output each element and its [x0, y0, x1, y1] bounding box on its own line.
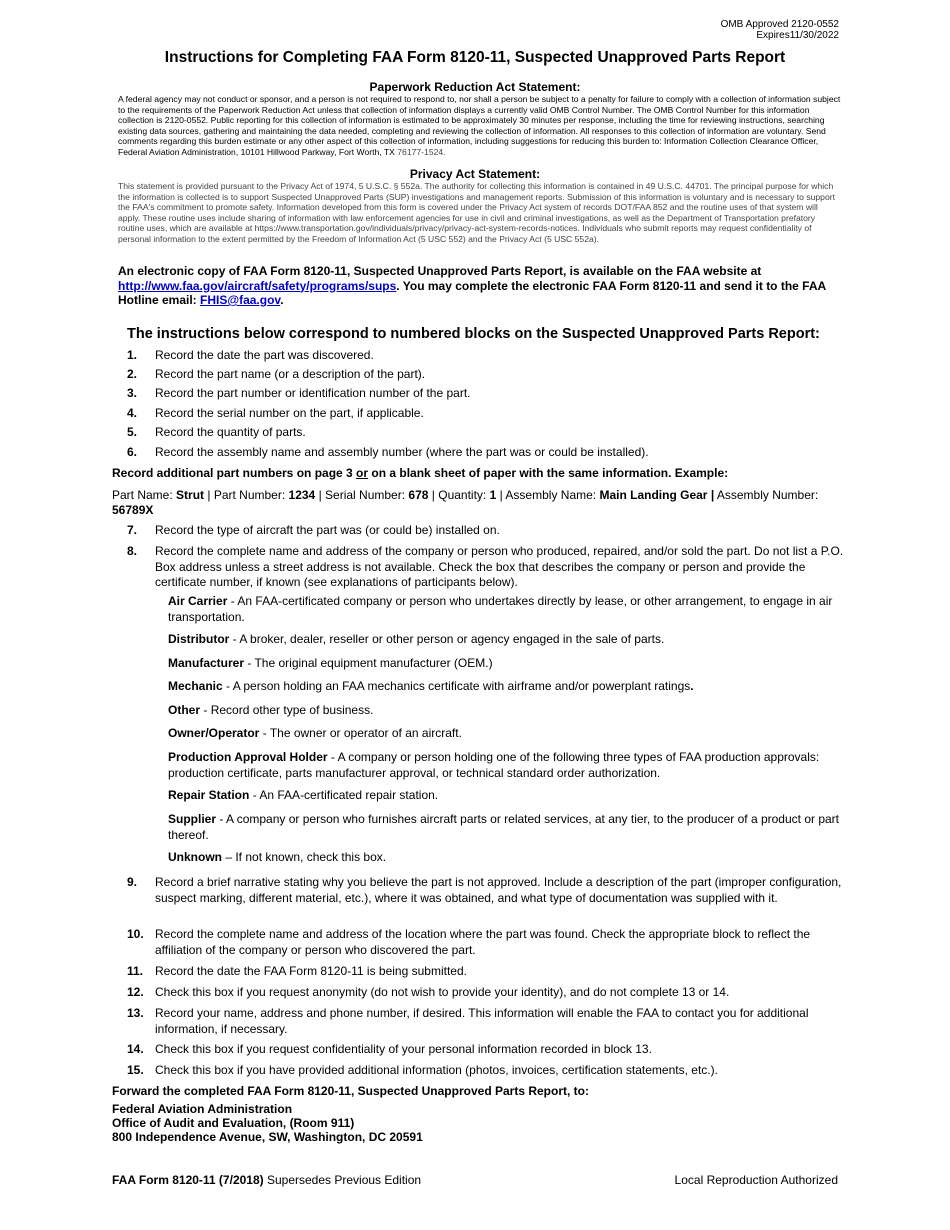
form-number: FAA Form 8120-11 (7/2018)	[112, 1173, 264, 1187]
item-number: 10.	[127, 927, 144, 941]
definition-term: Unknown	[168, 850, 222, 864]
definition-text: An FAA-certificated repair station.	[259, 788, 439, 802]
electronic-copy-notice	[118, 264, 842, 308]
definition-term: Distributor	[168, 632, 230, 646]
definition-unknown	[168, 850, 848, 866]
definition-separator: -	[216, 812, 227, 826]
omb-expiration: Expires11/30/2022	[756, 30, 839, 41]
additional-or: or	[356, 466, 369, 480]
definition-separator: -	[222, 679, 233, 693]
item-number: 1.	[127, 348, 138, 362]
item-number: 7.	[127, 523, 138, 537]
example-value-quantity: 1	[489, 488, 497, 502]
example-line	[112, 488, 847, 518]
definition-owner-operator	[168, 726, 848, 742]
definition-term: Mechanic	[168, 679, 223, 693]
definition-separator: -	[327, 750, 338, 764]
hotline-email-link[interactable]: FHIS@faa.gov	[200, 293, 281, 307]
privacy-body: This statement is provided pursuant to the Privacy Act of 1974, 5 U.S.C. § 552a. The authority for collecting this information is contained in 49 U.S.C. 44701. The principal purpose for which the information is collected is to support Suspected Unapproved Parts (SUP) investigations and management reports. Submission of this information is voluntary and is necessary to support the FAA's commitment to promote safety. Information developed from this form is covered under the Privacy Act system of records DOT/FAA 852 and the routine uses of that system will apply. These routine uses include sharing of information with law enforcement agencies for use in civil and criminal investigations, as well as the Department of Transportation prefatory routine uses, which are available at https://www.transportation.gov/individuals/privacy/privacy-act-system-records-notices. Individuals who submit reports may request confidentiality of personal information to the extent permitted by the Freedom of Information Act (5 USC 552) and the Privacy Act (5 USC 552a).	[118, 181, 835, 244]
item-text: Record a brief narrative stating why you believe the part is not approved. Include a description of the part (improper configuration, suspect marking, different material, etc.), where it was obtained, and what type of documentation was supplied with it.	[155, 875, 842, 905]
definition-text: A company or person who furnishes aircraft parts or related services, at any tier, to the producer of a product or part thereof.	[168, 812, 840, 842]
definition-separator: -	[200, 703, 211, 717]
address-line-2: Office of Audit and Evaluation, (Room 911)	[112, 1116, 355, 1130]
item-number: 4.	[127, 406, 138, 420]
paperwork-zip: 76177-1524.	[397, 146, 446, 157]
definition-other	[168, 703, 848, 719]
electronic-text-1: An electronic copy of FAA Form 8120-11, Suspected Unapproved Parts Report, is available on the FAA website at	[118, 264, 762, 278]
example-value-part-number: 1234	[288, 488, 316, 502]
faa-sups-link[interactable]: http://www.faa.gov/aircraft/safety/programs/sups	[118, 278, 397, 293]
definition-term: Manufacturer	[168, 656, 245, 670]
item-number: 15.	[127, 1063, 144, 1077]
item-number: 6.	[127, 445, 138, 459]
definition-term: Air Carrier	[168, 594, 228, 608]
supersedes-text: Supersedes Previous Edition	[263, 1173, 422, 1187]
example-label-part-name: Part Name:	[112, 488, 173, 502]
electronic-text-3: .	[280, 293, 284, 307]
privacy-title: Privacy Act Statement:	[409, 167, 541, 181]
definition-term: Supplier	[168, 812, 217, 826]
item-number: 11.	[127, 964, 144, 978]
definition-term: Owner/Operator	[168, 726, 260, 740]
definition-air-carrier	[168, 594, 848, 625]
definition-mechanic	[168, 679, 848, 695]
item-number: 14.	[127, 1042, 144, 1056]
item-number: 8.	[127, 544, 138, 558]
definition-text: If not known, check this box.	[235, 850, 387, 864]
definition-term: Other	[168, 703, 201, 717]
item-number: 13.	[127, 1006, 144, 1020]
additional-parts-note	[112, 466, 847, 481]
definition-separator: -	[244, 656, 255, 670]
definition-distributor	[168, 632, 848, 648]
definition-text: The owner or operator of an aircraft.	[269, 726, 462, 740]
omb-approval	[721, 19, 839, 41]
definition-supplier	[168, 812, 848, 843]
address-line-1: Federal Aviation Administration	[112, 1102, 293, 1116]
paperwork-title: Paperwork Reduction Act Statement:	[369, 80, 581, 94]
omb-number: OMB Approved 2120-0552	[720, 19, 839, 30]
additional-text-2: on a blank sheet of paper with the same information. Example:	[371, 466, 729, 480]
footer-form-id	[112, 1173, 421, 1187]
item-text: Record the assembly name and assembly number (where the part was or could be installed).	[155, 445, 649, 459]
definition-text: The original equipment manufacturer (OEM.)	[254, 656, 493, 670]
item-text: Record the part name (or a description of the part).	[155, 367, 426, 381]
definition-term: Production Approval Holder	[168, 750, 328, 764]
item-text: Record the quantity of parts.	[155, 425, 306, 439]
example-label-assembly-number: Assembly Number:	[716, 488, 819, 502]
example-label-part-number: | Part Number:	[207, 488, 286, 502]
definition-repair-station	[168, 788, 848, 804]
example-value-part-name: Strut	[176, 488, 205, 502]
item-text: Check this box if you request anonymity (do not wish to provide your identity), and do not complete 13 or 14.	[155, 985, 730, 999]
item-text: Record the part number or identification number of the part.	[155, 386, 471, 400]
paperwork-text: A federal agency may not conduct or sponsor, and a person is not required to respond to, nor shall a person be subject to a penalty for failure to comply with a collection of information subject to the requirements of the Paperwork Reduction Act unless that collection of information displays a currently valid OMB Control Number. The OMB Control Number for this information collection is 2120-0552. Public reporting for this collection of information is estimated to be approximately 30 minutes per response, including the time for reviewing instructions, searching existing data sources, gathering and maintaining the data needed, completing and reviewing the collection of information. All responses to this collection of information are voluntary. Send comments regarding this burden estimate or any other aspect of this collection of information, including suggestions for reducing this burden to: Information Collection Clearance Officer, Federal Aviation Administration, 10101 Hillwood Parkway, Fort Worth, TX	[118, 94, 841, 157]
item-text: Record the date the FAA Form 8120-11 is being submitted.	[155, 964, 467, 978]
definition-separator: –	[222, 850, 236, 864]
additional-text-1: Record additional part numbers on page 3	[112, 466, 353, 480]
definition-separator: -	[259, 726, 270, 740]
item-number: 2.	[127, 367, 138, 381]
example-value-serial: 678	[408, 488, 429, 502]
mailing-address	[112, 1102, 847, 1144]
definition-term: Repair Station	[168, 788, 250, 802]
item-text: Record the date the part was discovered.	[155, 348, 374, 362]
item-text: Record the type of aircraft the part was (or could be) installed on.	[155, 523, 500, 537]
example-label-quantity: | Quantity:	[431, 488, 487, 502]
instructions-heading: The instructions below correspond to numbered blocks on the Suspected Unapproved Parts Report:	[127, 326, 820, 342]
item-number: 12.	[127, 985, 144, 999]
definition-separator: -	[229, 632, 240, 646]
item-text: Record the complete name and address of the company or person who produced, repaired, and/or sold the part. Do not list a P.O. Box address unless a street address is not available. Check the box that describes the company or person and provide the certificate number, if known (see explanations of participants below).	[155, 544, 844, 589]
item-text: Record the serial number on the part, if applicable.	[155, 406, 424, 420]
example-value-assembly-name: Main Landing Gear |	[599, 488, 715, 502]
item-number: 3.	[127, 386, 138, 400]
example-label-assembly-name: | Assembly Name:	[499, 488, 597, 502]
definition-text: A person holding an FAA mechanics certificate with airframe and/or powerplant ratings	[232, 679, 691, 693]
definition-text: A broker, dealer, reseller or other person or agency engaged in the sale of parts.	[239, 632, 665, 646]
item-text: Record the complete name and address of the location where the part was found. Check the appropriate block to reflect the affiliation of the company or person who discovered the part.	[155, 927, 811, 957]
definition-production-approval-holder	[168, 750, 848, 781]
item-text: Check this box if you have provided additional information (photos, invoices, certification statements, etc.).	[155, 1063, 718, 1077]
definition-manufacturer	[168, 656, 848, 672]
item-text: Check this box if you request confidentiality of your personal information recorded in block 13.	[155, 1042, 652, 1056]
definition-text: Record other type of business.	[210, 703, 374, 717]
page-title: Instructions for Completing FAA Form 8120-11, Suspected Unapproved Parts Report	[164, 49, 786, 66]
footer-reproduction: Local Reproduction Authorized	[674, 1173, 838, 1187]
electronic-text-2: . You may complete the electronic FAA Form 8120-11 and send it to the FAA Hotline email:	[118, 278, 826, 307]
item-text: Record your name, address and phone number, if desired. This information will enable the FAA to contact you for additional information, if necessary.	[155, 1006, 809, 1036]
definition-text: An FAA-certificated company or person who undertakes directly by lease, or other arrangement, to engage in air transportation.	[168, 594, 833, 624]
example-value-assembly-number: 56789X	[112, 503, 154, 517]
paperwork-body	[118, 94, 842, 157]
address-line-3: 800 Independence Avenue, SW, Washington, DC 20591	[112, 1130, 423, 1144]
definition-separator: -	[227, 594, 238, 608]
item-number: 9.	[127, 875, 138, 889]
definition-separator: -	[249, 788, 260, 802]
example-label-serial: | Serial Number:	[318, 488, 406, 502]
definition-end: .	[690, 679, 694, 693]
forward-heading: Forward the completed FAA Form 8120-11, Suspected Unapproved Parts Report, to:	[112, 1084, 589, 1098]
definition-text: A company or person holding one of the following three types of FAA production approvals: production certificate, parts manufacturer approval, or technical standard order authorization.	[168, 750, 820, 780]
item-number: 5.	[127, 425, 138, 439]
